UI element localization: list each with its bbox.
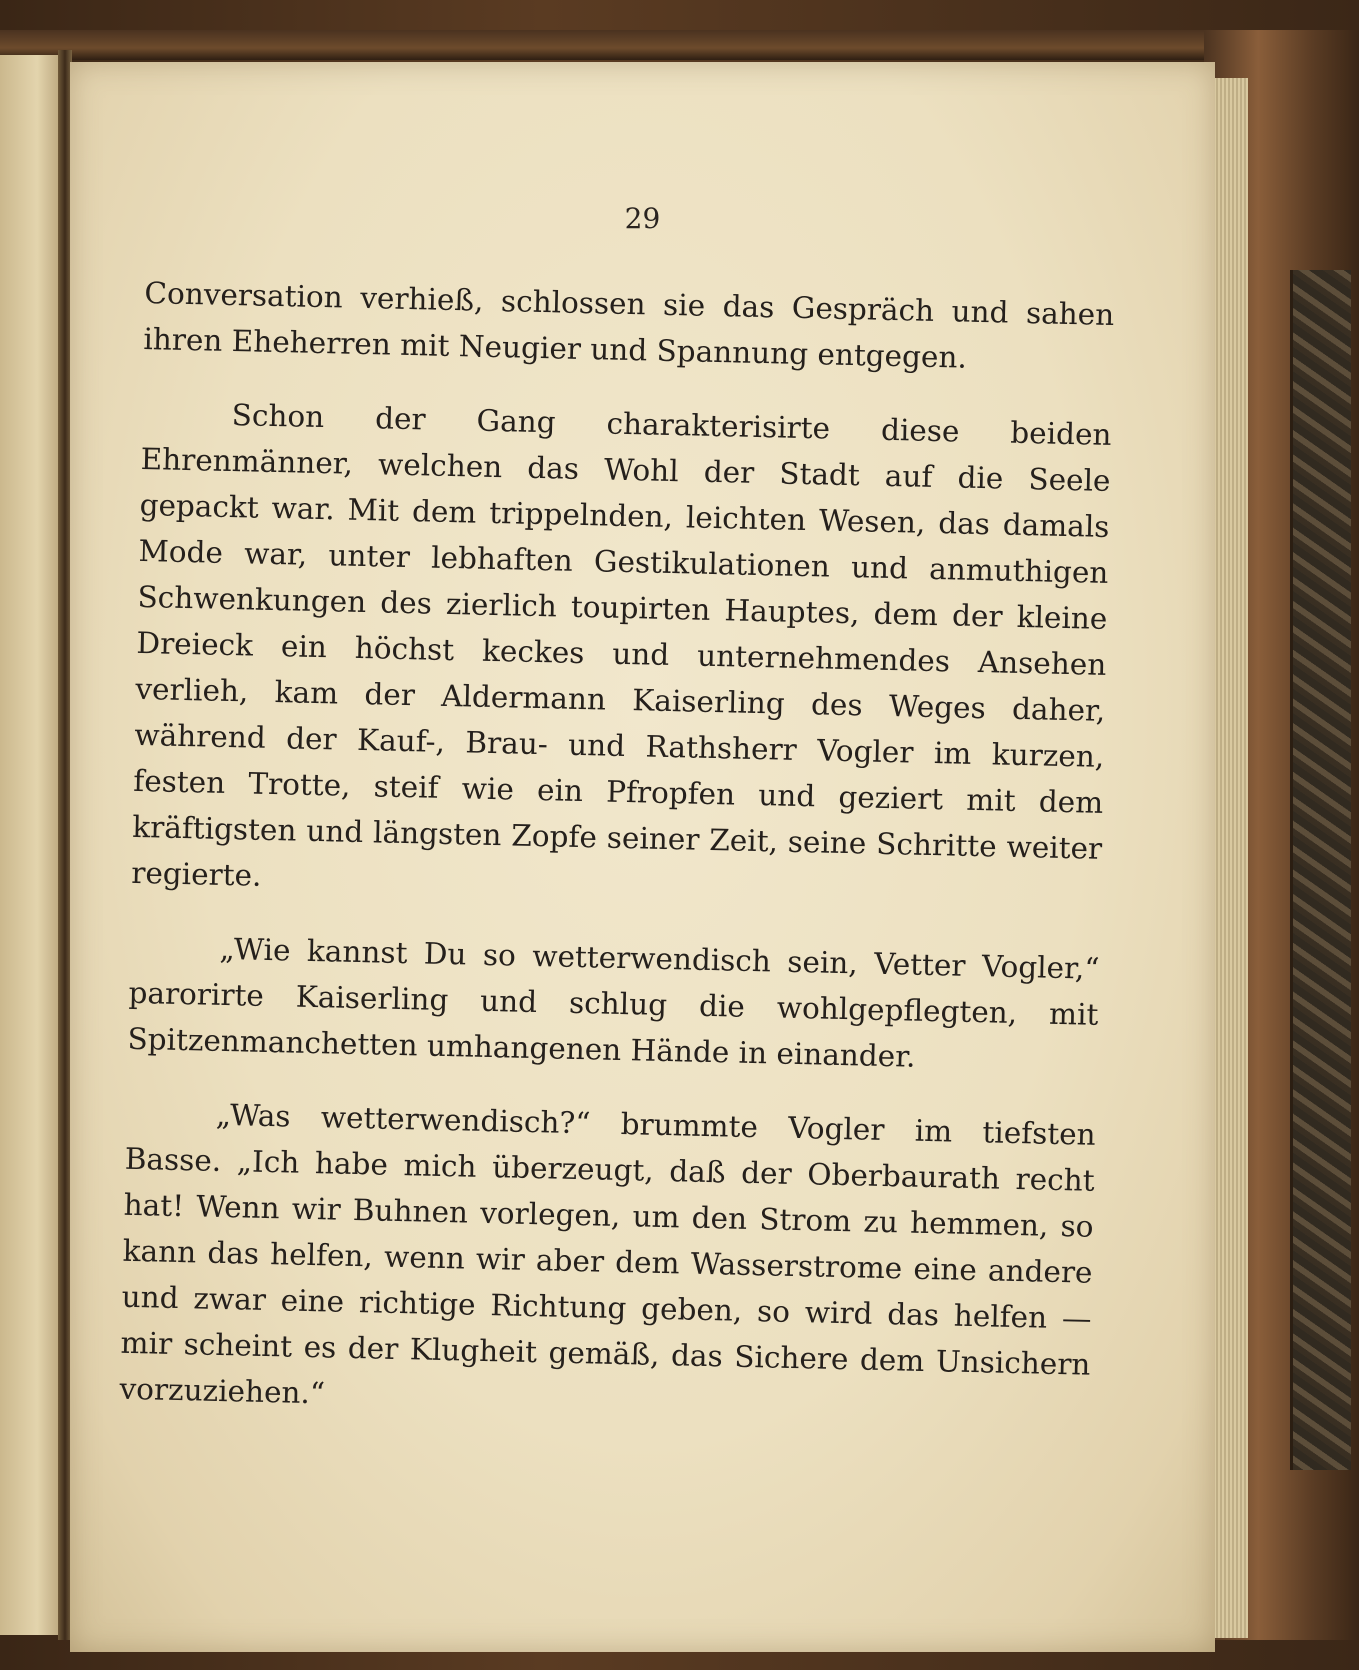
paragraph-3: „Wie kannst Du so wetterwendisch sein, Vetter Vogler,“ parorirte Kaiserling und schlug die wohlgepflegten, mit Spitzenmanchetten umhangenen Hände in einander. [127, 931, 1100, 1074]
paragraph-1: Conversation verhieß, schlossen sie das Gespräch und sahen ihren Eheherren mit Neugier und Spannung entgegen. [143, 275, 1115, 375]
page-stack-edge [1212, 78, 1248, 1638]
cover-top-edge [0, 30, 1359, 60]
page-text [118, 270, 1114, 1462]
paragraph-2: Schon der Gang charakterisirte diese beiden Ehrenmänner, welchen das Wohl der Stadt auf die Seele gepackt war. Mit dem trippelnden, leichten Wesen, das damals Mode war, unter lebhaften Gestikulationen und anmuthigen Schwenkungen des zierlich toupirten Hauptes, dem der kleine Dreieck ein höchst keckes und unternehmendes Ansehen verlieh, kam der Aldermann Kaiserling des Weges daher, während der Kauf-, Brau- und Rathsherr Vogler im kurzen, festen Trotte, steif wie ein Pfropfen und geziert mit dem kräftigsten und längsten Zopfe seiner Zeit, seine Schritte weiter regierte. [130, 398, 1112, 893]
book-page [70, 62, 1215, 1652]
page-number: 29 [624, 202, 661, 235]
previous-page-edge [0, 55, 64, 1635]
paragraph-4: „Was wetterwendisch?“ brummte Vogler im tiefsten Basse. „Ich habe mich überzeugt, daß der Oberbaurath recht hat! Wenn wir Buhnen vorlegen, um den Strom zu hemmen, so kann das helfen, wenn wir aber dem Wasserstrome eine andere und zwar eine richtige Richtung geben, so wird das helfen — mir scheint es der Klugheit gemäß, das Sichere dem Unsichern vorzuziehen.“ [119, 1097, 1097, 1411]
marbled-cover-pattern [1290, 270, 1351, 1470]
